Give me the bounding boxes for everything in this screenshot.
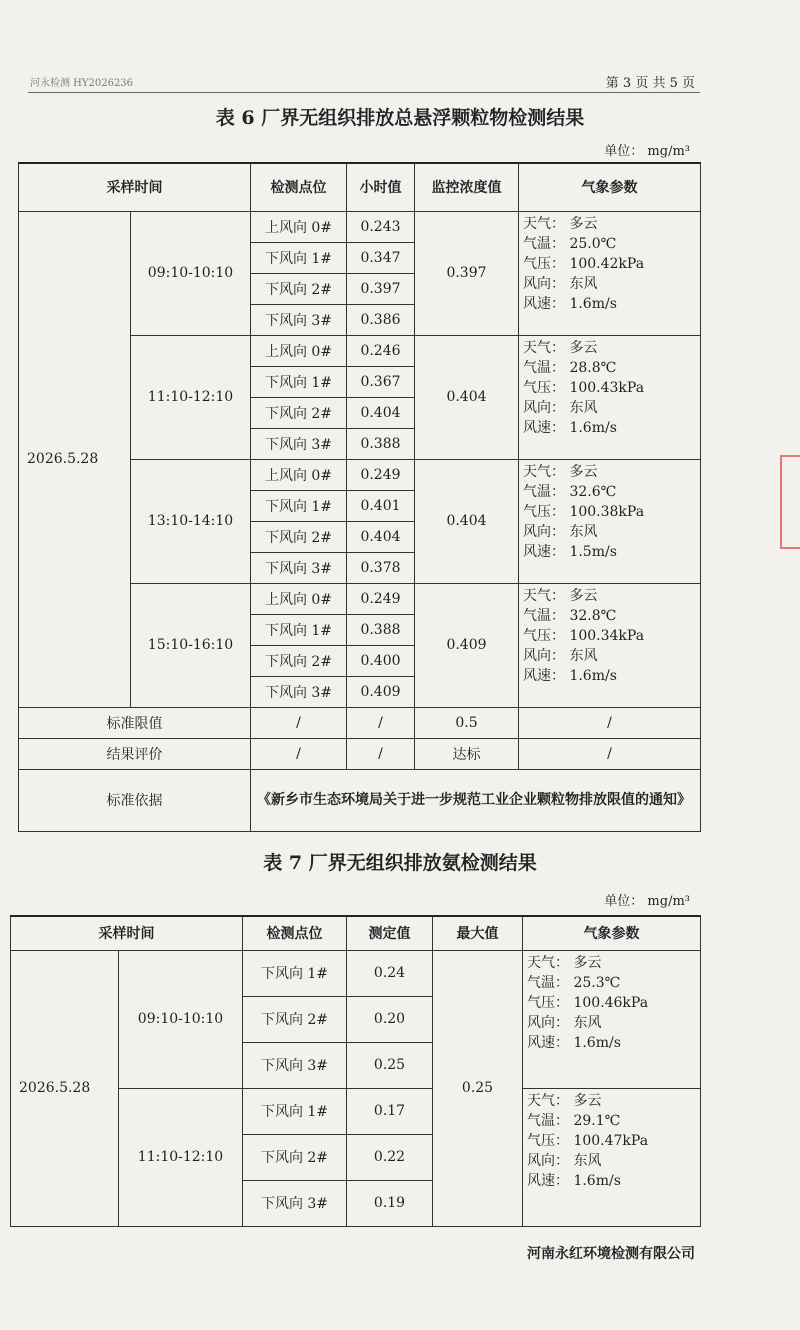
weather-line: 气温： 25.3℃	[527, 974, 621, 991]
table6	[18, 162, 701, 832]
weather-line: 天气： 多云	[527, 954, 602, 971]
weather-line: 风向： 东风	[523, 399, 598, 416]
t7-max-cell: 0.25	[433, 950, 523, 1226]
t6-value-cell: 0.347	[347, 242, 415, 273]
t6-time-cell: 11:10-12:10	[131, 335, 251, 459]
t7-point-cell: 下风向 2#	[243, 996, 347, 1042]
t6-weather-cell	[519, 211, 701, 335]
weather-line: 风速： 1.6m/s	[527, 1034, 621, 1051]
t6-value-cell: 0.401	[347, 490, 415, 521]
t6-eval-c2: /	[347, 738, 415, 769]
t6-time-cell: 13:10-14:10	[131, 459, 251, 583]
t6-max-cell: 0.397	[415, 211, 519, 335]
seal-stamp-edge	[780, 455, 800, 549]
t6-point-cell: 下风向 2#	[251, 273, 347, 304]
weather-line: 风向： 东风	[523, 647, 598, 664]
table6-title: 表 6 厂界无组织排放总悬浮颗粒物检测结果	[215, 107, 585, 129]
weather-line: 风速： 1.6m/s	[523, 295, 617, 312]
weather-line: 天气： 多云	[523, 215, 598, 232]
weather-line: 风向： 东风	[523, 523, 598, 540]
table-row	[19, 211, 701, 242]
table-row	[11, 950, 701, 996]
t6-point-cell: 下风向 1#	[251, 490, 347, 521]
t6-point-cell: 下风向 2#	[251, 645, 347, 676]
weather-line: 气温： 29.1℃	[527, 1112, 621, 1129]
weather-line: 气温： 32.6℃	[523, 483, 617, 500]
t7-weather-cell	[523, 950, 701, 1088]
weather-line: 风向： 东风	[527, 1014, 602, 1031]
t7-value-cell: 0.17	[347, 1088, 433, 1134]
t6-date-cell: 2026.5.28	[19, 211, 131, 707]
weather-line: 天气： 多云	[523, 587, 598, 604]
t7-point-cell: 下风向 1#	[243, 1088, 347, 1134]
weather-line: 气温： 32.8℃	[523, 607, 617, 624]
t6-point-cell: 下风向 1#	[251, 242, 347, 273]
table6-unit: 单位： mg/m³	[604, 144, 690, 159]
t7-weather-cell	[523, 1088, 701, 1226]
t6-point-cell: 下风向 3#	[251, 552, 347, 583]
table7-unit: 单位： mg/m³	[604, 894, 690, 909]
t6-value-cell: 0.400	[347, 645, 415, 676]
t7-point-cell: 下风向 3#	[243, 1180, 347, 1226]
table7-body	[11, 950, 701, 1226]
t6-point-cell: 下风向 2#	[251, 397, 347, 428]
t6-limit-c3: 0.5	[415, 707, 519, 738]
t6-header-weather: 气象参数	[519, 163, 701, 211]
t6-point-cell: 下风向 2#	[251, 521, 347, 552]
weather-line: 天气： 多云	[527, 1092, 602, 1109]
t6-point-cell: 下风向 3#	[251, 676, 347, 707]
weather-line: 风速： 1.6m/s	[523, 667, 617, 684]
t6-max-cell: 0.404	[415, 459, 519, 583]
t6-point-cell: 上风向 0#	[251, 459, 347, 490]
t7-point-cell: 下风向 1#	[243, 950, 347, 996]
t6-value-cell: 0.249	[347, 583, 415, 614]
weather-line: 气压： 100.43kPa	[523, 379, 645, 396]
t6-weather-cell	[519, 335, 701, 459]
t6-value-cell: 0.243	[347, 211, 415, 242]
t6-point-cell: 上风向 0#	[251, 583, 347, 614]
weather-line: 风向： 东风	[523, 275, 598, 292]
t6-header-hour: 小时值	[347, 163, 415, 211]
t6-point-cell: 下风向 1#	[251, 614, 347, 645]
t6-point-cell: 下风向 1#	[251, 366, 347, 397]
weather-line: 风速： 1.6m/s	[527, 1172, 621, 1189]
t6-point-cell: 上风向 0#	[251, 335, 347, 366]
t7-time-cell: 11:10-12:10	[119, 1088, 243, 1226]
t7-header-time: 采样时间	[11, 916, 243, 950]
weather-line: 气压： 100.38kPa	[523, 503, 645, 520]
t6-limit-c4: /	[519, 707, 701, 738]
t7-point-cell: 下风向 3#	[243, 1042, 347, 1088]
t6-time-cell: 09:10-10:10	[131, 211, 251, 335]
weather-line: 气压： 100.42kPa	[523, 255, 645, 272]
t6-value-cell: 0.388	[347, 428, 415, 459]
weather-line: 气温： 28.8℃	[523, 359, 617, 376]
weather-line: 风向： 东风	[527, 1152, 602, 1169]
weather-line: 气压： 100.34kPa	[523, 627, 645, 644]
page-indicator: 第 3 页 共 5 页	[605, 76, 695, 91]
t6-value-cell: 0.404	[347, 521, 415, 552]
t7-value-cell: 0.20	[347, 996, 433, 1042]
t7-value-cell: 0.22	[347, 1134, 433, 1180]
t7-value-cell: 0.24	[347, 950, 433, 996]
table6-body	[19, 211, 701, 707]
t6-point-cell: 下风向 3#	[251, 304, 347, 335]
t6-value-cell: 0.404	[347, 397, 415, 428]
t6-value-cell: 0.397	[347, 273, 415, 304]
t7-header-weather: 气象参数	[523, 916, 701, 950]
t6-value-cell: 0.378	[347, 552, 415, 583]
t6-point-cell: 上风向 0#	[251, 211, 347, 242]
t6-max-cell: 0.404	[415, 335, 519, 459]
t6-eval-c3: 达标	[415, 738, 519, 769]
t6-header-time: 采样时间	[19, 163, 251, 211]
t6-eval-c1: /	[251, 738, 347, 769]
report-number: 河永检测 HY2026236	[30, 78, 134, 89]
header-divider	[28, 92, 700, 93]
t6-limit-c2: /	[347, 707, 415, 738]
t7-date-cell: 2026.5.28	[11, 950, 119, 1226]
t7-value-cell: 0.25	[347, 1042, 433, 1088]
t6-point-cell: 下风向 3#	[251, 428, 347, 459]
company-name: 河南永红环境检测有限公司	[527, 1246, 695, 1262]
t6-value-cell: 0.388	[347, 614, 415, 645]
weather-line: 气压： 100.47kPa	[527, 1132, 649, 1149]
table7-title: 表 7 厂界无组织排放氨检测结果	[263, 852, 537, 874]
t6-basis-text: 《新乡市生态环境局关于进一步规范工业企业颗粒物排放限值的通知》	[251, 769, 701, 831]
weather-line: 天气： 多云	[523, 463, 598, 480]
t7-header-point: 检测点位	[243, 916, 347, 950]
t6-basis-label: 标准依据	[19, 769, 251, 831]
weather-line: 气温： 25.0℃	[523, 235, 617, 252]
t6-value-cell: 0.367	[347, 366, 415, 397]
t7-point-cell: 下风向 2#	[243, 1134, 347, 1180]
t7-value-cell: 0.19	[347, 1180, 433, 1226]
t6-value-cell: 0.409	[347, 676, 415, 707]
t6-value-cell: 0.386	[347, 304, 415, 335]
t6-weather-cell	[519, 459, 701, 583]
t6-limit-c1: /	[251, 707, 347, 738]
t7-time-cell: 09:10-10:10	[119, 950, 243, 1088]
t7-header-max: 最大值	[433, 916, 523, 950]
t6-header-point: 检测点位	[251, 163, 347, 211]
weather-line: 风速： 1.5m/s	[523, 543, 617, 560]
t6-header-max: 监控浓度值	[415, 163, 519, 211]
t6-weather-cell	[519, 583, 701, 707]
weather-line: 天气： 多云	[523, 339, 598, 356]
t6-max-cell: 0.409	[415, 583, 519, 707]
weather-line: 气压： 100.46kPa	[527, 994, 649, 1011]
table7	[10, 915, 701, 1227]
t6-value-cell: 0.246	[347, 335, 415, 366]
t6-eval-c4: /	[519, 738, 701, 769]
t6-time-cell: 15:10-16:10	[131, 583, 251, 707]
t7-header-value: 测定值	[347, 916, 433, 950]
t6-eval-label: 结果评价	[19, 738, 251, 769]
weather-line: 风速： 1.6m/s	[523, 419, 617, 436]
t6-limit-label: 标准限值	[19, 707, 251, 738]
t6-value-cell: 0.249	[347, 459, 415, 490]
